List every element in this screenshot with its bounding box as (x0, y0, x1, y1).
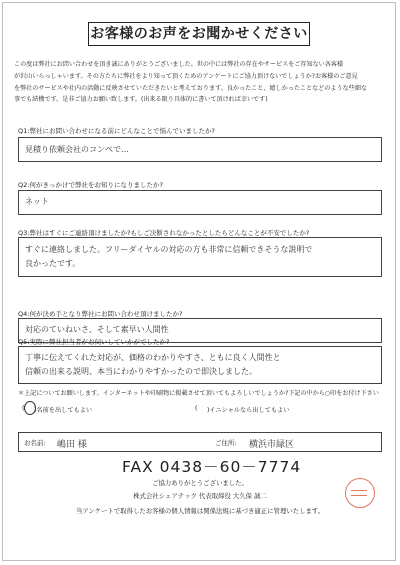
name-address-box (18, 432, 382, 452)
question-4-answer: 対応のていねいさ、そして素早い人間性 (25, 325, 169, 334)
name-label: お名前: (24, 439, 46, 447)
intro-line: この度は弊社にお問い合わせを頂き誠にありがとうございました。世の中には弊社の存在やサービスをご存知ない各客様 (14, 61, 344, 68)
address-label: ご住所: (215, 439, 237, 447)
address-value: 横浜市緑区 (249, 440, 295, 450)
question-2-answer-box (18, 190, 382, 215)
question-5-answer-line: 丁寧に伝えてくれた対応が、価格のわかりやすさ、ともに良く人間性と (25, 353, 281, 362)
question-2-label: Q2:何がきっかけで弊社をお知りになりましたか? (18, 181, 163, 189)
option-initial-label[interactable]: )イニシャルなら出してもよい (207, 407, 290, 414)
intro-line: を弊社のサービスや社内の活動に反映させていただきたいと考えております。良かったこと、嬉しかったことなどのような些細な (14, 84, 367, 92)
page-title: お客様のお声をお聞かせください (88, 22, 310, 46)
intro-line: が沢山いらっしゃいます。その方たちに弊社をより知って頂くためのアンケートにご協力頂けないでしょうか?お客様のご意見 (14, 72, 358, 80)
company-seal-icon (345, 478, 375, 508)
question-3-answer-line: すぐに連絡しました。フリーダイヤルの対応の方も非常に信頼できそうな説明で (25, 245, 313, 254)
question-3-answer-box (18, 237, 382, 277)
question-1-answer-box (18, 137, 382, 162)
question-1-answer: 見積り依頼会社のコンペで… (25, 145, 129, 154)
question-3-answer-line: 良かったです。 (25, 259, 81, 268)
option-name-open: ( (22, 405, 25, 412)
question-5-label: Q5:実際に弊社担当者がお伺いしていかがでしたか? (18, 338, 170, 346)
question-4-label: Q4:何が決め手となり弊社にお問い合わせ頂けましたか? (18, 310, 183, 318)
question-5-answer-line: 信頼の出来る説明、本当にわかりやすかったので即決しました。 (25, 367, 257, 376)
thanks-text: ご協力ありがとうございました。 (152, 479, 248, 487)
privacy-text: 当アンケートで取得したお客様の個人情報は関係法規に基づき適正に管理いたします。 (75, 507, 325, 515)
question-5-answer-box (18, 346, 382, 384)
intro-text (14, 59, 386, 106)
option-initial-open: ( (195, 405, 198, 412)
intro-line: 事でも結構です。是非ご協力お願い致します。(出来る限り具体的に書いて頂ければ幸いです) (14, 96, 268, 104)
circled-mark-icon (24, 401, 36, 415)
name-value: 嶋田 様 (57, 440, 87, 450)
question-3-label: Q3:弊社はすぐにご連絡頂けましたか?もしご決断されなかったとしたらどんなことが不安でしたか? (18, 229, 310, 237)
question-1-label: Q1:弊社にお問い合わせになる前にどんなことで悩んでいましたか? (18, 127, 215, 135)
option-name-label[interactable]: )名前を出してもよい (34, 407, 93, 414)
question-2-answer: ネット (25, 197, 49, 206)
publish-note: ＊上記についてお願いします。インターネットや印刷物に掲載させて頂いてもよろしいでしょうか?下記の中から○印をお付け下さい (18, 390, 379, 397)
fax-number: FAX 0438－60－7774 (122, 458, 302, 476)
company-text: 株式会社シェアテック 代表取締役 大久保 誠二 (133, 492, 267, 500)
